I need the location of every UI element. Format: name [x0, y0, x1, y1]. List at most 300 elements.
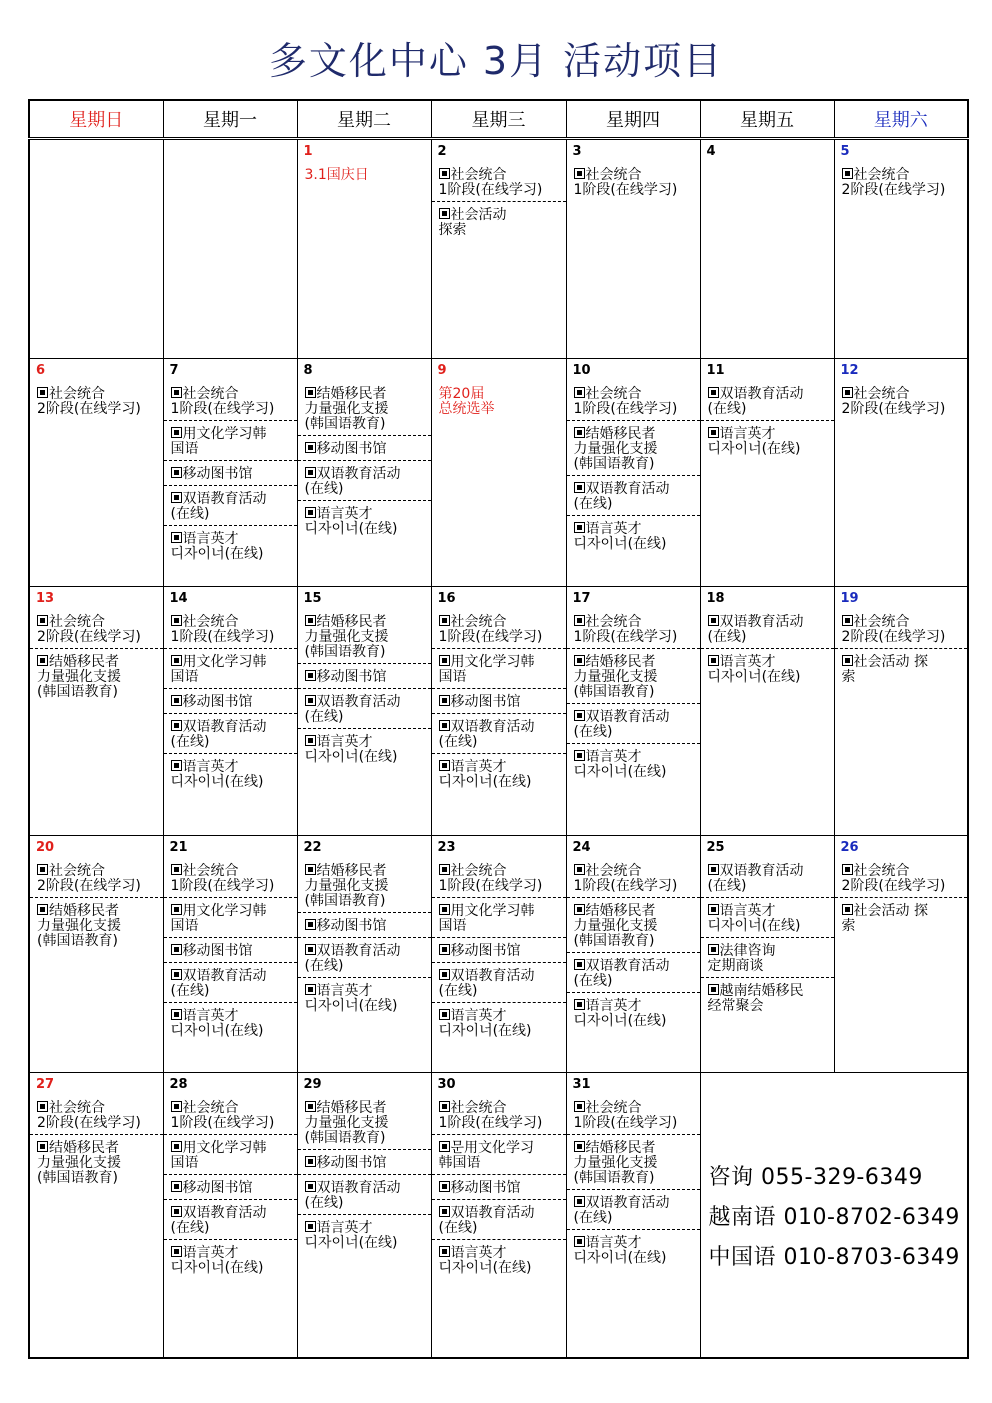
day-number: 26: [840, 840, 859, 856]
bullet-square-icon: [439, 615, 450, 626]
day-cell: [431, 1073, 566, 1358]
day-number: 12: [840, 363, 859, 379]
event-text: 双语教育活动 (在线): [170, 491, 267, 523]
day-cell: [163, 139, 297, 359]
weekday-sunday: 星期日: [29, 100, 163, 139]
event-item: [298, 938, 431, 978]
contact-label: 咨询: [708, 1165, 754, 1191]
event-text: 结婚移民者 力量强化支援 (韩国语教育): [573, 903, 658, 950]
week-row: [29, 587, 968, 836]
event-item: [298, 1175, 431, 1215]
event-text: 社会统合 2阶段(在线学习): [37, 614, 141, 646]
day-cell-content: [567, 587, 700, 835]
event-item: [432, 609, 566, 649]
bullet-square-icon: [574, 522, 585, 533]
day-cell: [700, 139, 834, 359]
bullet-square-icon: [171, 492, 182, 503]
day-cell: [700, 836, 834, 1073]
day-cell: [29, 139, 163, 359]
event-item: [567, 953, 700, 993]
event-text: 语言英才 디자이너(在线): [304, 1220, 398, 1252]
day-number: 30: [437, 1077, 456, 1093]
event-text: 结婚移民者 力量强化支援 (韩国语教育): [573, 1140, 658, 1187]
day-number: 19: [840, 591, 859, 607]
event-item: [30, 381, 163, 420]
event-item: [298, 381, 431, 436]
bullet-square-icon: [305, 1181, 316, 1192]
event-text: 双语教育活动 (在线): [707, 386, 804, 418]
event-item: [835, 162, 968, 201]
bullet-square-icon: [305, 944, 316, 955]
day-number: 8: [303, 363, 313, 379]
bullet-square-icon: [305, 670, 316, 681]
bullet-square-icon: [305, 1156, 316, 1167]
event-item: [432, 898, 566, 938]
event-text: 社会统合 2阶段(在线学习): [37, 863, 141, 895]
event-text: 用文化学习韩 国语: [438, 654, 535, 686]
event-text: 双语教育活动 (在线): [438, 968, 535, 1000]
event-item: [164, 1135, 297, 1175]
day-number: 10: [572, 363, 591, 379]
event-item: [701, 898, 834, 938]
day-number: 2: [437, 144, 447, 159]
bullet-square-icon: [37, 1141, 48, 1152]
bullet-square-icon: [305, 442, 316, 453]
day-cell: [297, 1073, 431, 1358]
day-cell: [566, 359, 700, 587]
day-cell: [431, 587, 566, 836]
event-text: 移动图书馆: [182, 943, 253, 960]
event-item: [701, 609, 834, 649]
event-item: [701, 649, 834, 688]
event-text: 语言英才 디자이너(在线): [170, 1008, 264, 1040]
day-cell-content: [701, 359, 834, 586]
event-item: [164, 526, 297, 565]
event-item: [298, 461, 431, 501]
day-cell: [834, 587, 968, 836]
day-cell-content: [30, 587, 163, 835]
day-number: 3: [572, 144, 582, 159]
event-text: 双语教育活动 (在线): [304, 1180, 401, 1212]
weekday-wednesday: 星期三: [431, 100, 566, 139]
bullet-square-icon: [439, 695, 450, 706]
bullet-square-icon: [305, 387, 316, 398]
day-cell: [163, 836, 297, 1073]
day-cell: [297, 587, 431, 836]
event-text: 双语教育活动 (在线): [438, 719, 535, 751]
event-text: 双语教育活动 (在线): [170, 719, 267, 751]
bullet-square-icon: [574, 1236, 585, 1247]
event-item: [164, 714, 297, 754]
day-cell: [297, 836, 431, 1073]
day-number: [164, 140, 297, 162]
event-item: [701, 938, 834, 978]
bullet-square-icon: [708, 944, 719, 955]
bullet-square-icon: [305, 507, 316, 518]
day-number: 23: [437, 840, 456, 856]
event-text: 移动图书馆: [182, 694, 253, 711]
event-item: [164, 1240, 297, 1279]
event-text: 社会统合 2阶段(在线学习): [841, 167, 946, 198]
day-cell-content: [567, 836, 700, 1072]
day-cell: [29, 1073, 163, 1358]
day-number: 4: [706, 144, 716, 159]
event-text: 双语教育活动 (在线): [573, 958, 670, 990]
bullet-square-icon: [842, 904, 853, 915]
day-number: 13: [36, 591, 55, 607]
day-cell: [566, 836, 700, 1073]
event-text: 社会统合 1阶段(在线学习): [170, 614, 275, 646]
bullet-square-icon: [171, 1141, 182, 1152]
contact-cell: [700, 1073, 968, 1358]
event-item: [701, 421, 834, 460]
bullet-square-icon: [37, 655, 48, 666]
event-text: 语言英才 디자이너(在线): [438, 759, 532, 791]
event-text: 语言英才 디자이너(在线): [573, 998, 667, 1030]
day-cell: [834, 139, 968, 359]
bullet-square-icon: [37, 1101, 48, 1112]
event-text: 社会统合 1阶段(在线学习): [170, 863, 275, 895]
day-number: 1: [303, 144, 313, 159]
event-item: [432, 858, 566, 898]
event-item: [567, 381, 700, 421]
event-text: 社会统合 2阶段(在线学习): [841, 386, 946, 418]
event-text: 社会统合 1阶段(在线学习): [438, 1100, 543, 1132]
event-text: 双语教育活动 (在线): [573, 481, 670, 513]
event-item: [432, 1175, 566, 1200]
day-number: [30, 140, 163, 162]
bullet-square-icon: [708, 427, 719, 438]
event-item: [432, 938, 566, 963]
day-cell-content: [701, 140, 834, 358]
bullet-square-icon: [439, 1206, 450, 1217]
event-text: 结婚移民者 力量强化支援 (韩国语教育): [37, 1140, 121, 1187]
event-item: [835, 649, 968, 688]
bullet-square-icon: [171, 1206, 182, 1217]
contact-info: [709, 1158, 960, 1278]
event-text: 문用文化学习 韩国语: [438, 1140, 535, 1172]
event-text: 用文化学习韩 国语: [438, 903, 535, 935]
event-text: 用文化学习韩 国语: [170, 903, 267, 935]
event-text: 语言英才 디자이너(在线): [304, 734, 398, 766]
bullet-square-icon: [305, 919, 316, 930]
day-cell-content: [432, 587, 566, 835]
event-text: 双语教育活动 (在线): [707, 614, 804, 646]
bullet-square-icon: [305, 1101, 316, 1112]
bullet-square-icon: [439, 208, 450, 219]
contact-phone: 055-329-6349: [761, 1165, 923, 1191]
bullet-square-icon: [439, 168, 450, 179]
event-text: 社会统合 2阶段(在线学习): [37, 1100, 141, 1132]
weekday-monday: 星期一: [163, 100, 297, 139]
day-cell-content: [164, 140, 297, 358]
event-text: 结婚移民者 力量强化支援 (韩国语教育): [573, 654, 658, 701]
bullet-square-icon: [171, 1246, 182, 1257]
day-number: 6: [36, 363, 46, 379]
day-cell: [431, 836, 566, 1073]
day-number: 21: [169, 840, 188, 856]
event-text: 移动图书馆: [450, 1180, 521, 1197]
event-item: [164, 461, 297, 486]
event-item: [298, 913, 431, 938]
bullet-square-icon: [439, 864, 450, 875]
day-cell-content: [835, 836, 968, 1072]
event-text: 法律咨询 定期商谈: [707, 943, 776, 975]
bullet-square-icon: [842, 168, 853, 179]
day-cell: [163, 587, 297, 836]
bullet-square-icon: [37, 864, 48, 875]
day-number: 11: [706, 363, 725, 379]
event-text: 社会统合 1阶段(在线学习): [573, 614, 678, 646]
event-text: 移动图书馆: [450, 943, 521, 960]
event-item: [164, 381, 297, 421]
day-number: 14: [169, 591, 188, 607]
event-item: [298, 689, 431, 729]
event-text: 移动图书馆: [182, 466, 253, 483]
bullet-square-icon: [439, 904, 450, 915]
bullet-square-icon: [708, 387, 719, 398]
event-text: 语言英才 디자이너(在线): [438, 1245, 532, 1277]
bullet-square-icon: [708, 904, 719, 915]
bullet-square-icon: [171, 655, 182, 666]
calendar-table: [28, 99, 969, 1359]
event-text: 双语教育活动 (在线): [304, 694, 401, 726]
event-item: [567, 516, 700, 555]
day-cell-content: [30, 140, 163, 358]
day-cell-content: [567, 140, 700, 358]
event-item: [298, 858, 431, 913]
day-number: 28: [169, 1077, 188, 1093]
event-text: 移动图书馆: [316, 669, 387, 686]
event-item: [164, 486, 297, 526]
event-text: 语言英才 디자이너(在线): [707, 903, 801, 935]
contact-phone: 010-8702-6349: [783, 1205, 960, 1231]
bullet-square-icon: [171, 1181, 182, 1192]
bullet-square-icon: [574, 999, 585, 1010]
contact-label: 中国语: [708, 1245, 777, 1271]
day-cell-content: [835, 359, 968, 586]
weekday-friday: 星期五: [700, 100, 834, 139]
event-text: 双语教育活动 (在线): [573, 709, 670, 741]
event-item: [567, 704, 700, 744]
weekday-thursday: 星期四: [566, 100, 700, 139]
bullet-square-icon: [439, 1101, 450, 1112]
event-item: [432, 714, 566, 754]
event-text: 语言英才 디자이너(在线): [573, 1235, 667, 1267]
event-text: 语言英才 디자이너(在线): [707, 426, 801, 458]
day-cell-content: [298, 140, 431, 358]
event-text: 社会活动 探索: [438, 207, 507, 238]
weekday-saturday: 星期六: [834, 100, 968, 139]
bullet-square-icon: [708, 615, 719, 626]
day-cell-content: [567, 1073, 700, 1357]
event-item: [567, 649, 700, 704]
event-text: 语言英才 디자이너(在线): [304, 506, 398, 538]
event-text: 语言英才 디자이너(在线): [304, 983, 398, 1015]
event-item: [567, 476, 700, 516]
day-number: 17: [572, 591, 591, 607]
event-item: [30, 898, 163, 952]
bullet-square-icon: [171, 387, 182, 398]
day-cell-content: [701, 587, 834, 835]
contact-phone: 010-8703-6349: [783, 1245, 960, 1271]
bullet-square-icon: [171, 695, 182, 706]
event-text: 社会统合 2阶段(在线学习): [841, 614, 946, 646]
bullet-square-icon: [171, 720, 182, 731]
event-text: 社会统合 1阶段(在线学习): [573, 167, 678, 198]
event-text: 结婚移民者 力量强化支援 (韩国语教育): [304, 614, 389, 661]
day-cell: [834, 359, 968, 587]
event-text: 双语教育活动 (在线): [304, 943, 401, 975]
event-text: 用文化学习韩 国语: [170, 654, 267, 686]
event-text: 社会统合 1阶段(在线学习): [573, 863, 678, 895]
event-text: 结婚移民者 力量强化支援 (韩国语教育): [304, 386, 389, 433]
event-item: [298, 436, 431, 461]
bullet-square-icon: [171, 904, 182, 915]
bullet-square-icon: [439, 944, 450, 955]
day-cell-content: [835, 587, 968, 835]
event-text: 移动图书馆: [316, 1155, 387, 1172]
event-text: 双语教育活动 (在线): [304, 466, 401, 498]
event-item: [567, 744, 700, 783]
event-text: 双语教育活动 (在线): [170, 968, 267, 1000]
bullet-square-icon: [574, 168, 585, 179]
event-item: [298, 1150, 431, 1175]
event-item: [298, 501, 431, 540]
bullet-square-icon: [439, 1246, 450, 1257]
weekday-header-row: [29, 100, 968, 139]
bullet-square-icon: [708, 984, 719, 995]
day-number: 5: [840, 144, 850, 159]
contact-label: 越南语: [708, 1205, 777, 1231]
week-row: [29, 1073, 968, 1358]
bullet-square-icon: [574, 427, 585, 438]
bullet-square-icon: [305, 1221, 316, 1232]
bullet-square-icon: [708, 864, 719, 875]
event-item: [30, 858, 163, 898]
day-number: 16: [437, 591, 456, 607]
event-text: 双语教育活动 (在线): [438, 1205, 535, 1237]
event-text: 社会统合 1阶段(在线学习): [170, 1100, 275, 1132]
event-text: 移动图书馆: [182, 1180, 253, 1197]
week-row: [29, 139, 968, 359]
bullet-square-icon: [171, 864, 182, 875]
day-cell: [700, 359, 834, 587]
day-cell: [700, 587, 834, 836]
event-text: 语言英才 디자이너(在线): [170, 1245, 264, 1277]
bullet-square-icon: [842, 387, 853, 398]
bullet-square-icon: [305, 984, 316, 995]
event-text: 社会统合 1阶段(在线学习): [170, 386, 275, 418]
bullet-square-icon: [439, 1009, 450, 1020]
day-cell: [29, 836, 163, 1073]
event-item: [298, 1095, 431, 1150]
event-item: [567, 1095, 700, 1135]
event-item: [567, 162, 700, 201]
day-cell: [163, 359, 297, 587]
event-item: [164, 1200, 297, 1240]
day-number: 18: [706, 591, 725, 607]
event-text: 社会统合 2阶段(在线学习): [37, 386, 141, 418]
event-item: [432, 1200, 566, 1240]
event-item: [298, 609, 431, 664]
day-cell: [566, 1073, 700, 1358]
day-cell: [566, 587, 700, 836]
event-text: 语言英才 디자이너(在线): [170, 531, 264, 563]
day-cell-content: [835, 140, 968, 358]
event-item: [835, 381, 968, 420]
day-number: 20: [36, 840, 55, 856]
event-item: [432, 1003, 566, 1042]
contact-line: [709, 1158, 960, 1198]
event-item: [567, 421, 700, 476]
day-cell: [834, 836, 968, 1073]
bullet-square-icon: [439, 1141, 450, 1152]
event-item: [567, 898, 700, 953]
event-item: [835, 898, 968, 937]
event-item: [164, 649, 297, 689]
event-item: [30, 1095, 163, 1135]
day-cell: [163, 1073, 297, 1358]
event-text: 用文化学习韩 国语: [170, 1140, 267, 1172]
event-text: 社会统合 1阶段(在线学习): [573, 386, 678, 418]
bullet-square-icon: [171, 1101, 182, 1112]
bullet-square-icon: [439, 655, 450, 666]
contact-line: [709, 1238, 960, 1278]
bullet-square-icon: [842, 655, 853, 666]
event-item: [164, 963, 297, 1003]
day-cell-content: [298, 836, 431, 1072]
day-cell: [297, 359, 431, 587]
bullet-square-icon: [574, 710, 585, 721]
bullet-square-icon: [171, 532, 182, 543]
day-cell-content: [30, 359, 163, 586]
event-item: [701, 978, 834, 1017]
event-item: [567, 1135, 700, 1190]
event-item: [432, 162, 566, 202]
weekday-tuesday: 星期二: [297, 100, 431, 139]
event-item: [164, 609, 297, 649]
bullet-square-icon: [574, 1101, 585, 1112]
bullet-square-icon: [305, 615, 316, 626]
event-item: [432, 963, 566, 1003]
event-text: 语言英才 디자이너(在线): [707, 654, 801, 686]
event-text: 结婚移民者 力量强化支援 (韩国语教育): [573, 426, 658, 473]
event-text: 用文化学习韩 国语: [170, 426, 267, 458]
day-cell-content: [30, 1073, 163, 1357]
event-text: 语言英才 디자이너(在线): [573, 749, 667, 781]
event-item: [432, 1095, 566, 1135]
bullet-square-icon: [574, 615, 585, 626]
day-cell-content: [298, 359, 431, 586]
bullet-square-icon: [574, 655, 585, 666]
bullet-square-icon: [439, 760, 450, 771]
day-cell: [431, 139, 566, 359]
bullet-square-icon: [574, 482, 585, 493]
event-item: [567, 609, 700, 649]
bullet-square-icon: [574, 959, 585, 970]
bullet-square-icon: [574, 904, 585, 915]
bullet-square-icon: [171, 615, 182, 626]
day-number: 24: [572, 840, 591, 856]
day-cell-content: [298, 1073, 431, 1357]
event-text: 语言英才 디자이너(在线): [573, 521, 667, 553]
week-row: [29, 359, 968, 587]
bullet-square-icon: [305, 695, 316, 706]
event-text: 越南结婚移民 经常聚会: [707, 983, 804, 1015]
event-text: 移动图书馆: [316, 441, 387, 458]
event-item: [567, 858, 700, 898]
